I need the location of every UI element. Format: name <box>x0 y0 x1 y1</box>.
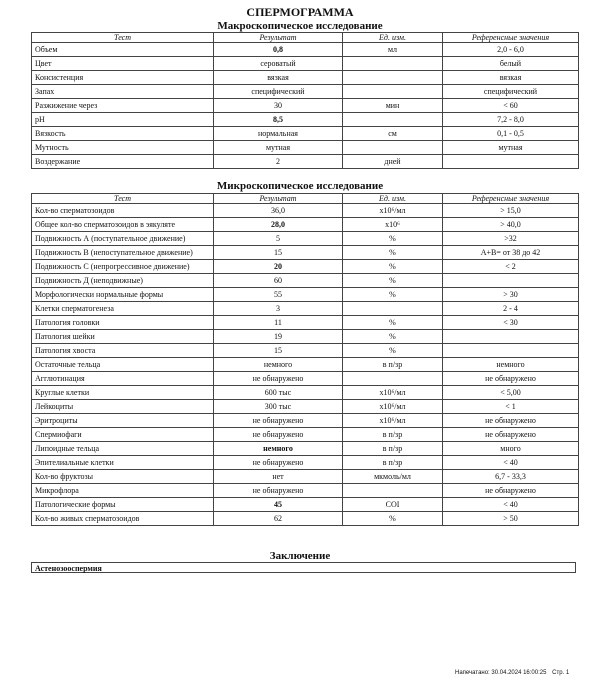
result-cell: 0,8 <box>214 43 343 57</box>
reference-cell: > 30 <box>443 288 579 302</box>
test-cell: Запах <box>32 85 214 99</box>
reference-cell: < 60 <box>443 99 579 113</box>
reference-cell: специфический <box>443 85 579 99</box>
test-cell: Подвижность С (непрогрессивное движение) <box>32 260 214 274</box>
table-row <box>32 400 579 414</box>
unit-cell <box>343 71 443 85</box>
test-cell: Цвет <box>32 57 214 71</box>
result-cell: вязкая <box>214 71 343 85</box>
test-cell: Кол-во живых сперматозоидов <box>32 512 214 526</box>
header-unit: Ед. изм. <box>343 33 443 43</box>
test-cell: Патология головки <box>32 316 214 330</box>
reference-cell: > 15,0 <box>443 204 579 218</box>
unit-cell: мл <box>343 43 443 57</box>
unit-cell: % <box>343 246 443 260</box>
test-cell: Эпителиальные клетки <box>32 456 214 470</box>
result-cell: не обнаружено <box>214 414 343 428</box>
unit-cell: x10⁶/мл <box>343 400 443 414</box>
reference-cell <box>443 155 579 169</box>
table-row <box>32 484 579 498</box>
page-number: Стр. 1 <box>552 670 570 676</box>
unit-cell: % <box>343 288 443 302</box>
result-cell: 300 тыс <box>214 400 343 414</box>
test-cell: Эритроциты <box>32 414 214 428</box>
unit-cell: см <box>343 127 443 141</box>
table-row <box>32 358 579 372</box>
result-cell: 19 <box>214 330 343 344</box>
test-cell: Остаточные тельца <box>32 358 214 372</box>
header-reference: Референсные значения <box>443 33 579 43</box>
table-row <box>32 127 579 141</box>
result-cell: 30 <box>214 99 343 113</box>
test-cell: Кол-во сперматозоидов <box>32 204 214 218</box>
test-cell: Подвижность Д (неподвижные) <box>32 274 214 288</box>
table-row <box>32 386 579 400</box>
print-footer <box>455 669 573 677</box>
reference-cell: 2,0 - 6,0 <box>443 43 579 57</box>
header-result: Результат <box>214 194 343 204</box>
unit-cell: в п/зр <box>343 358 443 372</box>
reference-cell: немного <box>443 358 579 372</box>
table-row <box>32 498 579 512</box>
unit-cell: мкмоль/мл <box>343 470 443 484</box>
result-cell: 36,0 <box>214 204 343 218</box>
unit-cell: % <box>343 260 443 274</box>
test-cell: Липоидные тельца <box>32 442 214 456</box>
reference-cell: < 40 <box>443 498 579 512</box>
unit-cell: % <box>343 274 443 288</box>
table-row <box>32 302 579 316</box>
result-cell: 5 <box>214 232 343 246</box>
table-row <box>32 316 579 330</box>
unit-cell: % <box>343 316 443 330</box>
unit-cell: x10⁶ <box>343 218 443 232</box>
result-cell: немного <box>214 358 343 372</box>
unit-cell <box>343 141 443 155</box>
reference-cell: 0,1 - 0,5 <box>443 127 579 141</box>
unit-cell: дней <box>343 155 443 169</box>
test-cell: Агглютинация <box>32 372 214 386</box>
test-cell: Вязкость <box>32 127 214 141</box>
table-row <box>32 288 579 302</box>
result-cell: мутная <box>214 141 343 155</box>
test-cell: Патология шейки <box>32 330 214 344</box>
result-cell: 28,0 <box>214 218 343 232</box>
reference-cell: < 30 <box>443 316 579 330</box>
result-cell: не обнаружено <box>214 456 343 470</box>
unit-cell: мин <box>343 99 443 113</box>
report-title: СПЕРМОГРАММА <box>246 5 354 19</box>
test-cell: Патология хвоста <box>32 344 214 358</box>
unit-cell: СОI <box>343 498 443 512</box>
result-cell: 2 <box>214 155 343 169</box>
unit-cell: % <box>343 232 443 246</box>
test-cell: Микрофлора <box>32 484 214 498</box>
table-row <box>32 85 579 99</box>
result-cell: 8,5 <box>214 113 343 127</box>
table-row <box>32 43 579 57</box>
test-cell: Подвижность А (поступательное движение) <box>32 232 214 246</box>
unit-cell <box>343 302 443 316</box>
table-row <box>32 274 579 288</box>
table-row <box>32 344 579 358</box>
test-cell: Лейкоциты <box>32 400 214 414</box>
test-cell: Разжижение через <box>32 99 214 113</box>
reference-cell: 6,7 - 33,3 <box>443 470 579 484</box>
table-header-row <box>32 33 579 43</box>
reference-cell <box>443 344 579 358</box>
reference-cell: много <box>443 442 579 456</box>
reference-cell: A+B= от 38 до 42 <box>443 246 579 260</box>
test-cell: Патологические формы <box>32 498 214 512</box>
unit-cell: % <box>343 330 443 344</box>
reference-cell: не обнаружено <box>443 414 579 428</box>
result-cell: не обнаружено <box>214 484 343 498</box>
table-row <box>32 99 579 113</box>
header-unit: Ед. изм. <box>343 194 443 204</box>
conclusion-text: Астенозооспермия <box>31 562 576 573</box>
table-row <box>32 218 579 232</box>
header-reference: Референсные значения <box>443 194 579 204</box>
test-cell: Морфологически нормальные формы <box>32 288 214 302</box>
conclusion-heading: Заключение <box>269 550 331 562</box>
reference-cell: < 2 <box>443 260 579 274</box>
unit-cell: % <box>343 344 443 358</box>
table-row <box>32 260 579 274</box>
test-cell: Мутность <box>32 141 214 155</box>
result-cell: 55 <box>214 288 343 302</box>
result-cell: сероватый <box>214 57 343 71</box>
table-row <box>32 71 579 85</box>
table-row <box>32 512 579 526</box>
table-row <box>32 414 579 428</box>
header-test: Тест <box>32 33 214 43</box>
reference-cell: вязкая <box>443 71 579 85</box>
unit-cell <box>343 372 443 386</box>
reference-cell: >32 <box>443 232 579 246</box>
header-result: Результат <box>214 33 343 43</box>
result-cell: 15 <box>214 246 343 260</box>
reference-cell: не обнаружено <box>443 428 579 442</box>
micro-results-table <box>31 193 579 526</box>
reference-cell: мутная <box>443 141 579 155</box>
reference-cell: не обнаружено <box>443 372 579 386</box>
reference-cell: 7,2 - 8,0 <box>443 113 579 127</box>
reference-cell: < 5,00 <box>443 386 579 400</box>
result-cell: 62 <box>214 512 343 526</box>
table-row <box>32 141 579 155</box>
table-row <box>32 372 579 386</box>
test-cell: pH <box>32 113 214 127</box>
unit-cell <box>343 57 443 71</box>
unit-cell: % <box>343 512 443 526</box>
table-row <box>32 470 579 484</box>
test-cell: Круглые клетки <box>32 386 214 400</box>
table-row <box>32 330 579 344</box>
result-cell: не обнаружено <box>214 372 343 386</box>
result-cell: 45 <box>214 498 343 512</box>
test-cell: Кол-во фруктозы <box>32 470 214 484</box>
table-row <box>32 456 579 470</box>
result-cell: 60 <box>214 274 343 288</box>
table-header-row <box>32 194 579 204</box>
test-cell: Консистенция <box>32 71 214 85</box>
unit-cell: в п/зр <box>343 456 443 470</box>
test-cell: Общее кол-во сперматозоидов в эякуляте <box>32 218 214 232</box>
reference-cell: белый <box>443 57 579 71</box>
test-cell: Клетки сперматогенеза <box>32 302 214 316</box>
reference-cell: > 40,0 <box>443 218 579 232</box>
macro-results-table <box>31 32 579 169</box>
table-row <box>32 57 579 71</box>
table-row <box>32 155 579 169</box>
test-cell: Объем <box>32 43 214 57</box>
unit-cell <box>343 113 443 127</box>
table-row <box>32 232 579 246</box>
unit-cell <box>343 484 443 498</box>
reference-cell: 2 - 4 <box>443 302 579 316</box>
reference-cell: < 1 <box>443 400 579 414</box>
test-cell: Воздержание <box>32 155 214 169</box>
result-cell: специфический <box>214 85 343 99</box>
result-cell: 15 <box>214 344 343 358</box>
reference-cell <box>443 274 579 288</box>
unit-cell <box>343 85 443 99</box>
table-row <box>32 113 579 127</box>
reference-cell: не обнаружено <box>443 484 579 498</box>
result-cell: не обнаружено <box>214 428 343 442</box>
reference-cell: > 50 <box>443 512 579 526</box>
table-row <box>32 428 579 442</box>
result-cell: 3 <box>214 302 343 316</box>
result-cell: нормальная <box>214 127 343 141</box>
test-cell: Подвижность В (непоступательное движение) <box>32 246 214 260</box>
result-cell: 11 <box>214 316 343 330</box>
unit-cell: x10⁶/мл <box>343 414 443 428</box>
result-cell: 600 тыс <box>214 386 343 400</box>
micro-section-heading: Микроскопическое исследование <box>216 180 384 192</box>
reference-cell: < 40 <box>443 456 579 470</box>
test-cell: Спермиофаги <box>32 428 214 442</box>
result-cell: 20 <box>214 260 343 274</box>
table-row <box>32 442 579 456</box>
table-row <box>32 204 579 218</box>
unit-cell: x10⁶/мл <box>343 386 443 400</box>
reference-cell <box>443 330 579 344</box>
table-row <box>32 246 579 260</box>
unit-cell: в п/зр <box>343 428 443 442</box>
printed-timestamp: Напечатано: 30.04.2024 16:00:25 <box>455 670 547 676</box>
macro-section-heading: Макроскопическое исследование <box>217 20 383 32</box>
header-test: Тест <box>32 194 214 204</box>
result-cell: немного <box>214 442 343 456</box>
result-cell: нет <box>214 470 343 484</box>
unit-cell: в п/зр <box>343 442 443 456</box>
unit-cell: x10⁶/мл <box>343 204 443 218</box>
